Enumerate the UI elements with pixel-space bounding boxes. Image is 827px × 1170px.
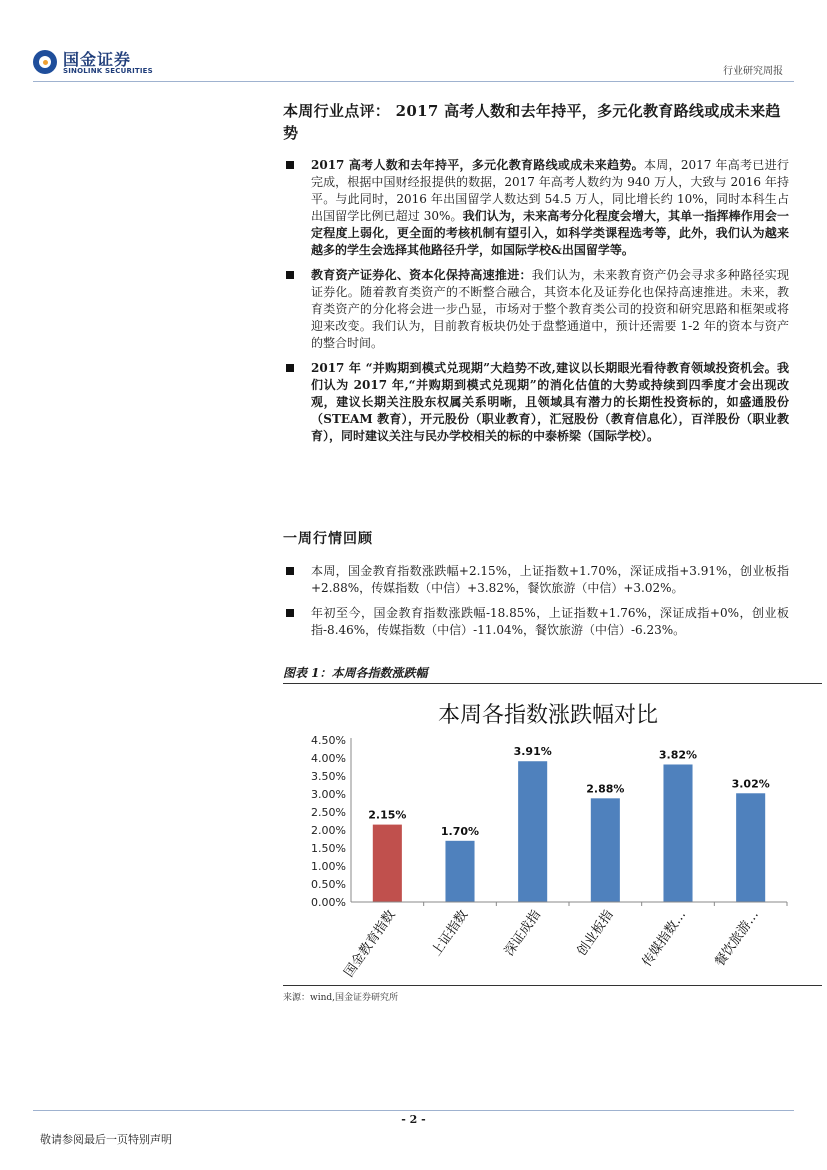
bar [518,761,547,902]
bar-data-label: 2.88% [586,782,625,796]
review-list [283,563,789,647]
x-category-label: 上证指数 [429,907,472,959]
report-type: 行业研究周报 [723,66,783,77]
bar-data-label: 3.02% [731,777,770,791]
figure-rule-top [283,683,822,684]
bullet-body: 我们认为，未来教育资产仍会寻求多种路径实现证券化。随着教育类资产的不断整合融合，其资本化及证券化也保持高速推进。未来，教育类资产的分化将会进一步凸显，市场对于整个教育类公司的投资和研究思路和框架或将迎来改变。我们认为，目前教育板块仍处于盘整通道中，预计还需要 1-2 年的资本与资产的整合时间。 [311,268,789,350]
disclaimer-note: 敬请参阅最后一页特别声明 [40,1133,172,1146]
bar-chart [287,688,810,982]
y-tick-label: 0.00% [311,896,346,909]
chart-svg [287,688,810,982]
bar [591,798,620,902]
y-tick-label: 4.50% [311,734,346,747]
logo-cn-text: 国金证券 [63,50,132,69]
bar-data-label: 2.15% [368,808,407,822]
bullet-bold-lead: 2017 年 “并购期到模式兑现期”大趋势不改,建议以长期眼光看待教育领域投资机会。我们认为 2017 年,“并购期到模式兑现期”的消化估值的大势或持续到四季度才会出现改观，建议长期关注股东权属关系明晰，且领域具有潜力的长期性投资标的，如盛通股份（STEAM 教育），开元股份（职业教育），汇冠股份（教育信息化），百洋股份（职业教育），同时建议关注与民办学校相关的标的中泰桥梁（国际学校）。 [311,361,789,443]
bullet-square-icon [286,567,294,575]
y-tick-label: 3.00% [311,788,346,801]
commentary-item [283,267,789,352]
review-item [283,563,789,597]
chart-title: 本周各指数涨跌幅对比 [437,703,659,728]
bullet-square-icon [286,364,294,372]
y-tick-label: 3.50% [311,770,346,783]
review-item [283,605,789,639]
page-headline: 本周行业点评： 2017 高考人数和去年持平，多元化教育路线或成未来趋势 [283,102,781,142]
figure-caption: 图表 1：本周各指数涨跌幅 [283,666,428,680]
y-axis [311,734,351,909]
bullet-square-icon [286,161,294,169]
commentary-list [283,157,789,453]
x-category-label: 深证成指 [501,907,544,959]
commentary-item [283,157,789,259]
x-category-label: 国金教育指数 [341,907,399,981]
figure-source: 来源：wind,国金证券研究所 [283,993,399,1003]
page-number: - 2 - [401,1113,426,1126]
bar-data-label: 1.70% [440,824,480,838]
bullet-bold-lead: 2017 高考人数和去年持平，多元化教育路线或成未来趋势。 [311,158,644,172]
review-text: 本周，国金教育指数涨跌幅+2.15%，上证指数+1.70%，深证成指+3.91%，创业板指+2.88%，传媒指数（中信）+3.82%，餐饮旅游（中信）+3.02%。 [311,564,789,595]
figure-rule-bottom [283,985,822,986]
bar-data-label: 3.82% [658,748,698,762]
y-tick-label: 2.50% [311,806,346,819]
logo-icon [33,50,57,74]
logo-en-text: SINOLINK SECURITIES [63,67,153,75]
y-tick-label: 2.00% [311,824,346,837]
y-tick-label: 4.00% [311,752,346,765]
y-tick-label: 1.50% [311,842,346,855]
bullet-bold-tail: 我们认为，未来高考分化程度会增大，其单一指挥棒作用会一定程度上弱化，更全面的考核机制有望引入，如科学类课程选考等，此外，我们认为越来越多的学生会选择其他路径升学，如国际学校&出国留学等。 [311,209,789,257]
bar-data-label: 3.91% [513,745,552,759]
footer-divider [33,1110,794,1111]
header-divider [33,81,794,82]
x-category-label: 传媒指数… [639,907,690,970]
bullet-square-icon [286,609,294,617]
x-category-label: 餐饮旅游… [712,907,762,970]
bullet-bold-lead: 教育资产证券化、资本化保持高速推进： [311,268,532,282]
bar [736,793,765,902]
section-title: 一周行情回顾 [283,531,373,547]
review-text: 年初至今，国金教育指数涨跌幅-18.85%，上证指数+1.76%，深证成指+0%，创业板指-8.46%，传媒指数（中信）-11.04%，餐饮旅游（中信）-6.23%。 [311,606,789,637]
bullet-square-icon [286,271,294,279]
bar [445,841,474,902]
commentary-item [283,360,789,445]
y-tick-label: 1.00% [311,860,346,873]
bullet-body: 本周，2017 年高考已进行完成，根据中国财经报提供的数据，2017 年高考人数约为 940 万人，大致与 2016 年持平。与此同时，2016 年出国留学人数达到 54.5 万人，同比增长约 10%，同时本科生占出国留学比例已超过 30%。 [311,158,789,223]
bar [663,764,692,902]
x-category-label: 创业板指 [574,907,617,959]
bars-group [368,745,770,902]
x-axis [341,902,787,980]
bar [373,825,402,902]
y-tick-label: 0.50% [311,878,346,891]
